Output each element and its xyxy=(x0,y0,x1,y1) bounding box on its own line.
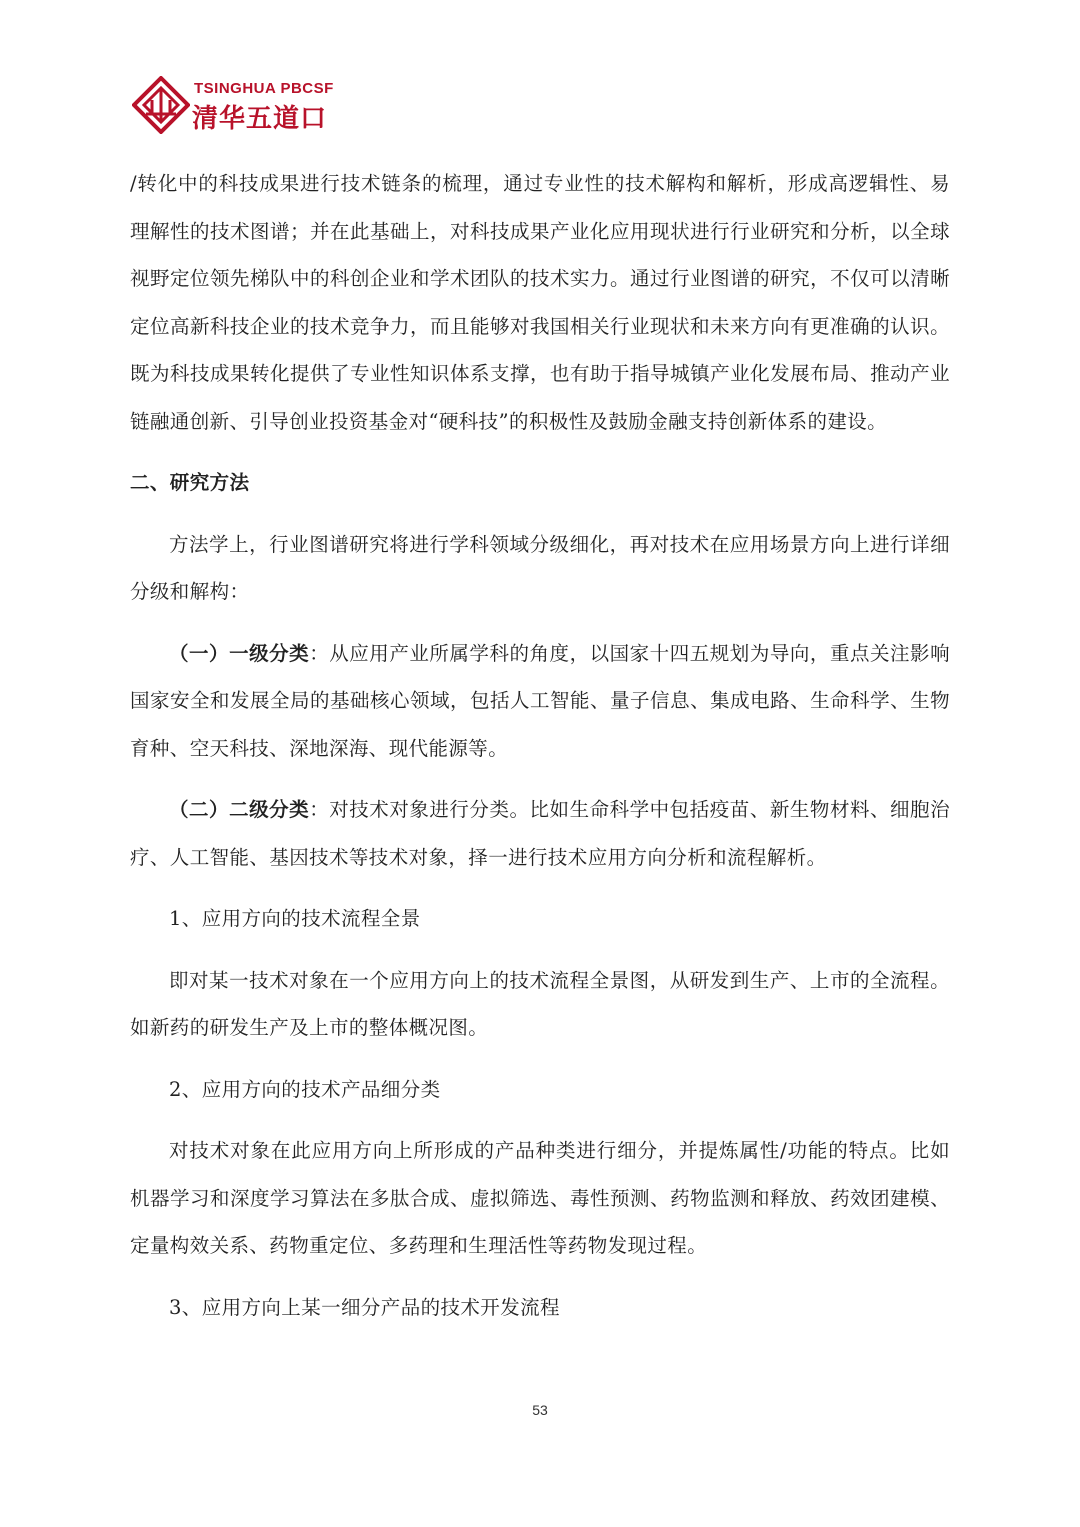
logo-english-name: TSINGHUA PBCSF xyxy=(194,80,334,97)
paragraph-methodology: 方法学上，行业图谱研究将进行学科领域分级细化，再对技术在应用场景方向上进行详细分级和解构： xyxy=(130,532,950,603)
level1-label: （一）一级分类 xyxy=(169,641,310,665)
item2-title: 2、应用方向的技术产品细分类 xyxy=(169,1077,441,1101)
item1-title: 1、应用方向的技术流程全景 xyxy=(169,907,421,930)
paragraph-intro: /转化中的科技成果进行技术链条的梳理，通过专业性的技术解构和解析，形成高逻辑性、易理解性的技术图谱；并在此基础上，对科技成果产业化应用现状进行行业研究和分析，以全球视野定位领先梯队中的科创企业和学术团队的技术实力。通过行业图谱的研究，不仅可以清晰定位高新科技企业的技术竞争力，而且能够对我国相关行业现状和未来方向有更准确的认识。既为科技成果转化提供了专业性知识体系支撑，也有助于指导城镇产业化发展布局、推动产业链融通创新、引导创业投资基金对“硬科技”的积极性及鼓励金融支持创新体系的建设。 xyxy=(130,172,950,433)
logo-chinese-name: 清华五道口 xyxy=(192,104,328,134)
item2-text: 对技术对象在此应用方向上所形成的产品种类进行细分，并提炼属性/功能的特点。比如机器学习和深度学习算法在多肽合成、虚拟筛选、毒性预测、药物监测和释放、药效团建模、定量构效关系、药物重定位、多药理和生理活性等药物发现过程。 xyxy=(130,1139,950,1257)
level2-text: ：对技术对象进行分类。比如生命科学中包括疫苗、新生物材料、细胞治疗、人工智能、基因技术等技术对象，择一进行技术应用方向分析和流程解析。 xyxy=(130,798,950,869)
tsinghua-pbcsf-logo xyxy=(132,76,362,136)
level1-text: ：从应用产业所属学科的角度，以国家十四五规划为导向，重点关注影响国家安全和发展全局的基础核心领域，包括人工智能、量子信息、集成电路、生命科学、生物育种、空天科技、深地深海、现代能源等。 xyxy=(130,641,950,760)
level2-label: （二）二级分类 xyxy=(169,798,310,821)
item1-text: 即对某一技术对象在一个应用方向上的技术流程全景图，从研发到生产、上市的全流程。如新药的研发生产及上市的整体概况图。 xyxy=(130,968,950,1039)
logo-emblem-icon xyxy=(132,76,190,134)
page-number: 53 xyxy=(532,1402,548,1418)
item3-title: 3、应用方向上某一细分产品的技术开发流程 xyxy=(169,1295,560,1319)
paragraph-level2-classification xyxy=(130,786,950,881)
section-heading-research-methods: 二、研究方法 xyxy=(130,471,250,494)
paragraph-level1-classification xyxy=(130,630,950,773)
document-body xyxy=(130,160,950,1331)
